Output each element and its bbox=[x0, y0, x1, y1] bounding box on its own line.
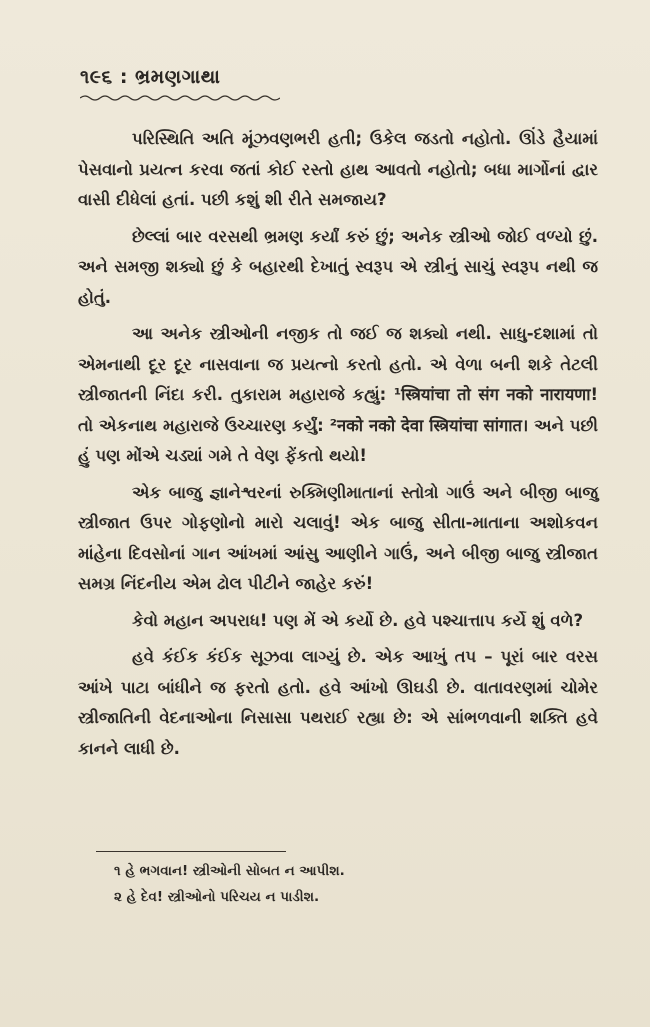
paragraph: આ અનેક સ્ત્રીઓની નજીક તો જઈ જ શક્યો નથી. સાધુ-દશામાં તો એમનાથી દૂર દૂર નાસવાના જ પ્રયત્નો કરતો હતો. એ વેળા બની શકે તેટલી સ્ત્રીજાતની નિંદા કરી. તુકારામ મહારાજે કહ્યું: ¹स्त्रियांचा तो संग नको नारायणा! તો એકનાથ મહારાજે ઉચ્ચારણ કર્યું: ²नको नको देवा स्त्रियांचा सांगात। અને પછી હું પણ મોંએ ચડ્યાં ગમે તે વેણ ફેંકતો થયો! bbox=[78, 324, 598, 465]
footnote: ૨ હે દેવ! સ્ત્રીઓનો પરિચય ન પાડીશ. bbox=[114, 889, 320, 905]
footnote: ૧ હે ભગવાન! સ્ત્રીઓની સોબત ન આપીશ. bbox=[114, 863, 345, 879]
paragraph: છેલ્લાં બાર વરસથી ભ્રમણ કર્યાં કરું છું; અનેક સ્ત્રીઓ જોઈ વળ્યો છું. અને સમજી શક્યો છું કે બહારથી દેખાતું સ્વરૂપ એ સ્ત્રીનું સાચું સ્વરૂપ નથી જ હોતું. bbox=[78, 226, 598, 307]
footnotes bbox=[114, 858, 584, 910]
paragraph: હવે કંઈક કંઈક સૂઝવા લાગ્યું છે. એક આખું તપ – પૂરાં બાર વરસ આંખે પાટા બાંધીને જ ફરતો હતો. હવે આંખો ઊઘડી છે. વાતાવરણમાં ચોમેર સ્ત્રીજાતિની વેદનાઓના નિસાસા પથરાઈ રહ્યા છે: એ સાંભળવાની શક્તિ હવે કાનને લાધી છે. bbox=[78, 647, 598, 758]
paragraph: પરિસ્થિતિ અતિ મૂંઝવણભરી હતી; ઉકેલ જડતો નહોતો. ઊંડે હૈયામાં પેસવાનો પ્રયત્ન કરવા જતાં કોઈ રસ્તો હાથ આવતો નહોતો; બધા માર્ગોનાં દ્વાર વાસી દીધેલાં હતાં. પછી કશું શી રીતે સમજાય? bbox=[78, 129, 598, 209]
body-text bbox=[78, 124, 598, 768]
footnote-divider bbox=[96, 851, 286, 852]
running-header: ૧૯૬ : ભ્રમણગાથા bbox=[80, 66, 221, 88]
paragraph: કેવો મહાન અપરાધ! પણ મેં એ કર્યો છે. હવે પશ્ચાત્તાપ કર્યે શું વળે? bbox=[132, 610, 584, 630]
paragraph: એક બાજુ જ્ઞાનેશ્વરનાં રુક્મિણીમાતાનાં સ્તોત્રો ગાઉં અને બીજી બાજુ સ્ત્રીજાત ઉપર ગોફણોનો મારો ચલાવું! એક બાજુ સીતા-માતાના અશોકવન માંહેના દિવસોનાં ગાન આંખમાં આંસુ આણીને ગાઉં, અને બીજી બાજુ સ્ત્રીજાત સમગ્ર નિંદનીય એમ ઢોલ પીટીને જાહેર કરું! bbox=[78, 482, 598, 593]
header-wavy-underline bbox=[80, 94, 280, 102]
